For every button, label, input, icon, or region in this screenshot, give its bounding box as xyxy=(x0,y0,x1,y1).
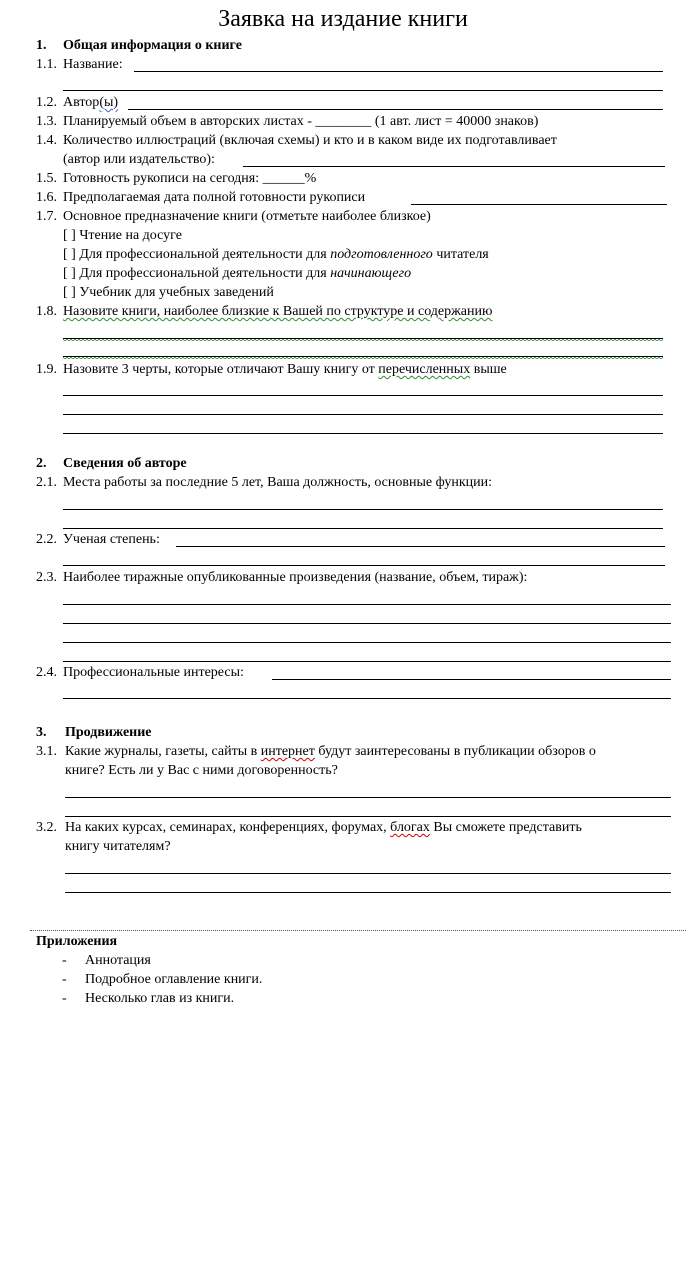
publications-input-line-4[interactable] xyxy=(63,661,671,662)
item-1-5-number: 1.5. xyxy=(36,171,57,186)
title-input-line-2[interactable] xyxy=(63,90,663,91)
appendix-item-toc: Подробное оглавление книги. xyxy=(85,972,263,987)
purpose-option-beginner[interactable]: [ ] Для профессиональной деятельности для начинающего xyxy=(63,266,412,281)
appendix-heading: Приложения xyxy=(36,934,118,949)
purpose-option-advanced[interactable]: [ ] Для профессиональной деятельности для подготовленного читателя xyxy=(63,247,489,262)
item-1-7-number: 1.7. xyxy=(36,209,57,224)
appendix-bullet: - xyxy=(62,972,67,987)
item-1-9-label: Назовите 3 черты, которые отличают Вашу книгу от перечисленных выше xyxy=(63,362,507,377)
item-1-3-number: 1.3. xyxy=(36,114,57,129)
section-1-number: 1. xyxy=(36,38,47,53)
item-1-9-number: 1.9. xyxy=(36,362,57,377)
degree-input-line-1[interactable] xyxy=(176,546,665,547)
item-2-1-number: 2.1. xyxy=(36,475,57,490)
section-break-divider xyxy=(30,930,686,931)
item-1-6-label: Предполагаемая дата полной готовности рукописи xyxy=(63,190,366,205)
item-1-4-label-line1: Количество иллюстраций (включая схемы) и кто и в каком виде их подготавливает xyxy=(63,133,557,148)
item-3-2-number: 3.2. xyxy=(36,820,57,835)
events-input-line-2[interactable] xyxy=(65,892,671,893)
events-input-line-1[interactable] xyxy=(65,873,671,874)
item-2-4-number: 2.4. xyxy=(36,665,57,680)
section-2-heading: Сведения об авторе xyxy=(63,456,187,471)
item-3-2-label-line1: На каких курсах, семинарах, конференциях, форумах, блогах Вы сможете представить xyxy=(65,820,582,835)
interests-input-line-1[interactable] xyxy=(272,679,671,680)
grammar-squiggle xyxy=(63,357,663,360)
item-3-1-label-line1: Какие журналы, газеты, сайты в интернет будут заинтересованы в публикации обзоров о xyxy=(65,744,596,759)
item-1-1-label: Название: xyxy=(63,57,123,72)
purpose-option-leisure[interactable]: [ ] Чтение на досуге xyxy=(63,228,182,243)
item-2-1-label: Места работы за последние 5 лет, Ваша должность, основные функции: xyxy=(63,475,492,490)
readiness-input-blank[interactable]: ______ xyxy=(262,171,305,186)
item-1-7-label: Основное предназначение книги (отметьте наиболее близкое) xyxy=(63,209,431,224)
features-input-line-1[interactable] xyxy=(63,395,663,396)
completion-date-input-line[interactable] xyxy=(411,204,667,205)
section-3-number: 3. xyxy=(36,725,47,740)
item-2-3-label: Наиболее тиражные опубликованные произведения (название, объем, тираж): xyxy=(63,570,528,585)
features-input-line-3[interactable] xyxy=(63,433,663,434)
item-1-6-number: 1.6. xyxy=(36,190,57,205)
author-input-line[interactable] xyxy=(128,109,663,110)
item-2-4-label: Профессиональные интересы: xyxy=(63,665,244,680)
purpose-option-textbook[interactable]: [ ] Учебник для учебных заведений xyxy=(63,285,274,300)
publications-input-line-1[interactable] xyxy=(63,604,671,605)
item-3-1-number: 3.1. xyxy=(36,744,57,759)
media-input-line-1[interactable] xyxy=(65,797,671,798)
item-1-4-number: 1.4. xyxy=(36,133,57,148)
item-2-2-label: Ученая степень: xyxy=(63,532,160,547)
item-1-5-label: Готовность рукописи на сегодня: ______% xyxy=(63,171,317,186)
page-title: Заявка на издание книги xyxy=(218,6,468,32)
item-1-2-number: 1.2. xyxy=(36,95,57,110)
illustrations-input-line[interactable] xyxy=(243,166,665,167)
work-input-line-1[interactable] xyxy=(63,509,663,510)
publications-input-line-2[interactable] xyxy=(63,623,671,624)
item-2-3-number: 2.3. xyxy=(36,570,57,585)
features-input-line-2[interactable] xyxy=(63,414,663,415)
appendix-bullet: - xyxy=(62,953,67,968)
item-1-2-label: Автор(ы) xyxy=(63,95,119,110)
title-input-line[interactable] xyxy=(134,71,663,72)
item-1-4-label-line2: (автор или издательство): xyxy=(63,152,215,167)
degree-input-line-2[interactable] xyxy=(63,565,665,566)
item-2-2-number: 2.2. xyxy=(36,532,57,547)
appendix-item-annotation: Аннотация xyxy=(85,953,151,968)
volume-input-blank[interactable]: ________ xyxy=(315,114,372,129)
section-1-heading: Общая информация о книге xyxy=(63,38,242,53)
item-3-2-label-line2: книгу читателям? xyxy=(65,839,171,854)
publications-input-line-3[interactable] xyxy=(63,642,671,643)
grammar-squiggle xyxy=(63,339,663,342)
item-1-1-number: 1.1. xyxy=(36,57,57,72)
item-1-8-label: Назовите книги, наиболее близкие к Вашей по структуре и содержанию xyxy=(63,304,493,319)
item-3-1-label-line2: книге? Есть ли у Вас с ними договоренность? xyxy=(65,763,338,778)
section-2-number: 2. xyxy=(36,456,47,471)
section-3-heading: Продвижение xyxy=(65,725,152,740)
appendix-item-chapters: Несколько глав из книги. xyxy=(85,991,235,1006)
item-1-8-number: 1.8. xyxy=(36,304,57,319)
work-input-line-2[interactable] xyxy=(63,528,663,529)
item-1-3-label: Планируемый объем в авторских листах - ________ (1 авт. лист = 40000 знаков) xyxy=(63,114,539,129)
media-input-line-2[interactable] xyxy=(65,816,671,817)
appendix-bullet: - xyxy=(62,991,67,1006)
interests-input-line-2[interactable] xyxy=(63,698,671,699)
